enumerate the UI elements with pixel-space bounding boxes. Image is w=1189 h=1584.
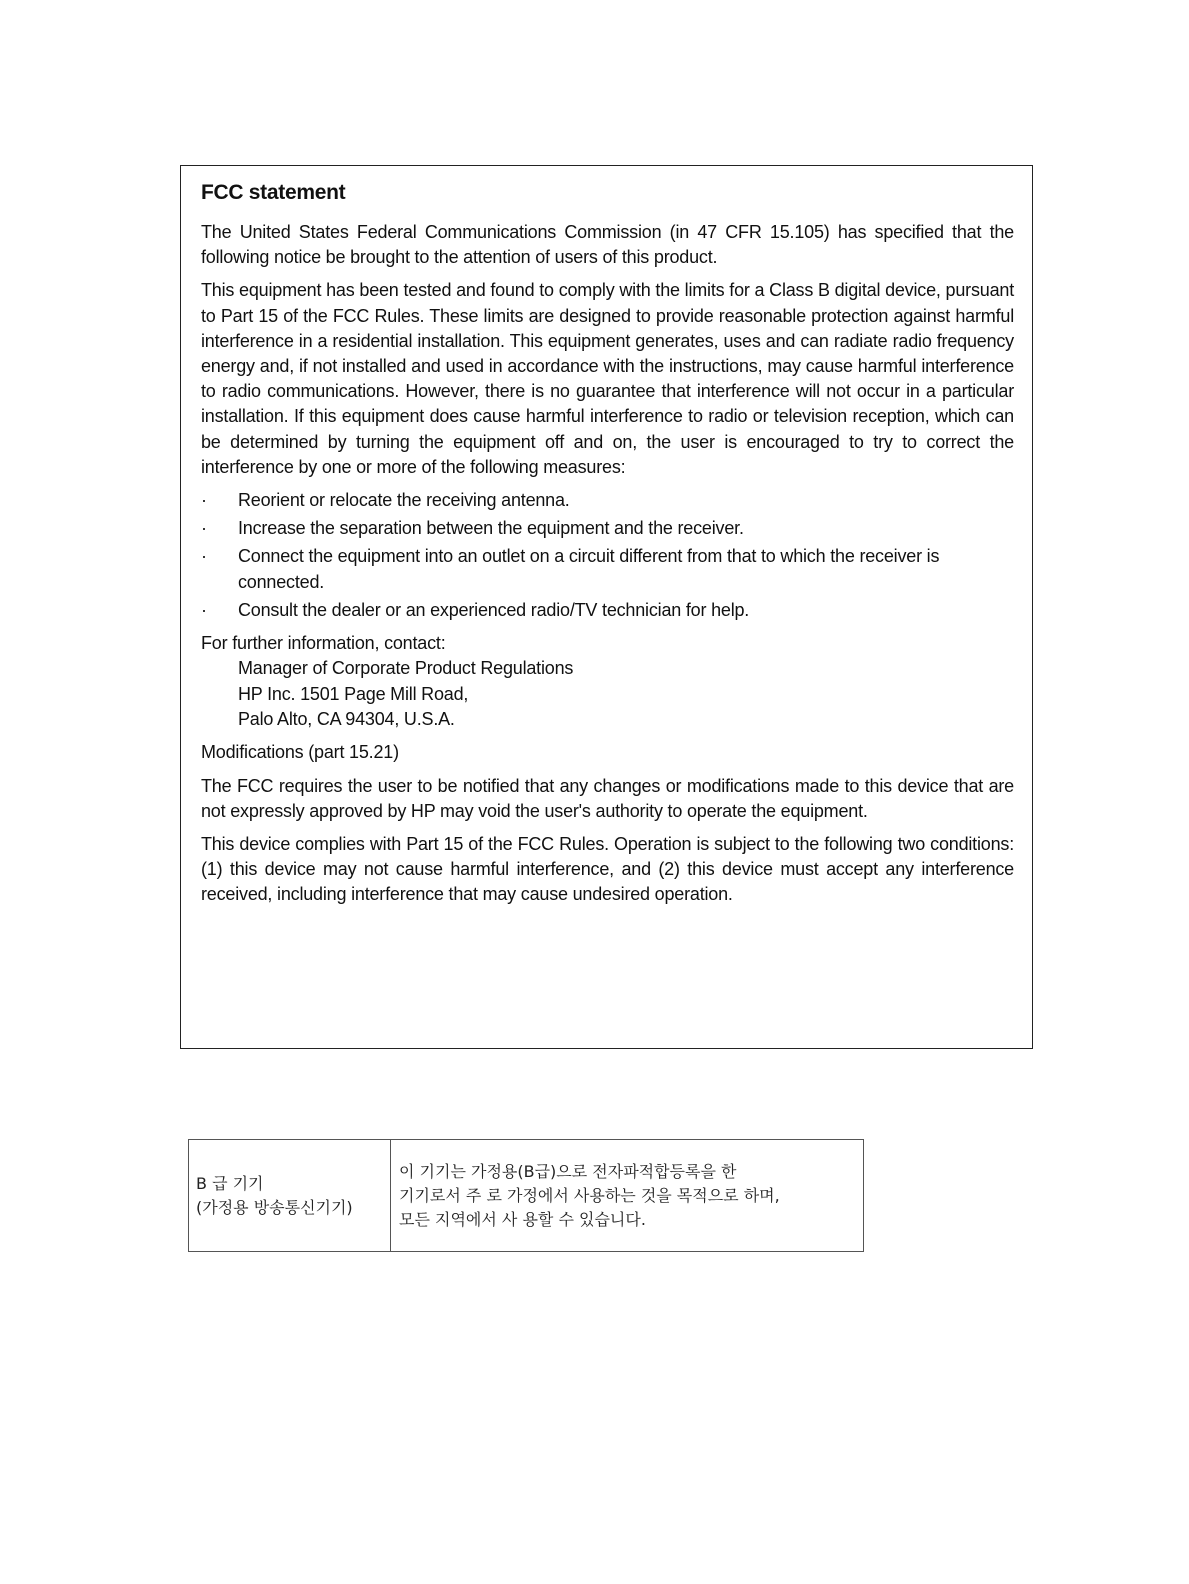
list-item (201, 516, 1014, 541)
device-class-line: B 급 기기 (196, 1173, 264, 1193)
modifications-paragraph: The FCC requires the user to be notified that any changes or modifications made to this device that are not expressly approved by HP may void the user's authority to operate the equipment. (201, 775, 1014, 821)
bullet-icon: · (201, 518, 207, 539)
table-cell-device-class (189, 1140, 391, 1252)
measure-text: Consult the dealer or an experienced radio/TV technician for help. (238, 599, 750, 620)
modifications-heading: Modifications (part 15.21) (201, 742, 399, 763)
table-cell-description (391, 1140, 864, 1252)
description-line: 이 기기는 가정용(B급)으로 전자파적합등록을 한 (399, 1161, 737, 1181)
table-row (189, 1140, 864, 1252)
measure-text: Reorient or relocate the receiving antenna. (238, 490, 570, 511)
measure-text: Increase the separation between the equipment and the receiver. (238, 518, 744, 539)
list-item (201, 488, 1014, 513)
measure-text: Connect the equipment into an outlet on a circuit different from that to which the receiver is connected. (238, 546, 940, 592)
list-item (201, 544, 1014, 594)
contact-line: Manager of Corporate Product Regulations (238, 658, 574, 679)
description-line: 모든 지역에서 사 용할 수 있습니다. (399, 1209, 646, 1229)
compliance-paragraph: This device complies with Part 15 of the FCC Rules. Operation is subject to the following two conditions: (1) this device may not cause harmful interference, and (2) this device must accept any interference received, including interference that may cause undesired operation. (201, 834, 1014, 905)
bullet-icon: · (201, 490, 207, 511)
fcc-title: FCC statement (201, 181, 346, 204)
contact-heading: For further information, contact: (201, 633, 446, 654)
description-line: 기기로서 주 로 가정에서 사용하는 것을 목적으로 하며, (399, 1185, 780, 1205)
contact-line: HP Inc. 1501 Page Mill Road, (238, 683, 469, 704)
contact-line: Palo Alto, CA 94304, U.S.A. (238, 709, 455, 730)
korean-class-b-table (188, 1139, 864, 1252)
device-class-line: (가정용 방송통신기기) (196, 1197, 353, 1217)
measures-list (201, 488, 1014, 623)
fcc-statement-box (180, 165, 1033, 1049)
contact-block (201, 631, 1014, 732)
list-item (201, 598, 1014, 623)
fcc-body-paragraph: This equipment has been tested and found to comply with the limits for a Class B digital device, pursuant to Part 15 of the FCC Rules. These limits are designed to provide reasonable protection against harmful interference in a residential installation. This equipment generates, uses and can radiate radio frequency energy and, if not installed and used in accordance with the instructions, may cause harmful interference to radio communications. However, there is no guarantee that interference will not occur in a particular installation. If this equipment does cause harmful interference to radio or television reception, which can be determined by turning the equipment off and on, the user is encouraged to try to correct the interference by one or more of the following measures: (201, 280, 1014, 477)
bullet-icon: · (201, 599, 207, 620)
fcc-intro-paragraph: The United States Federal Communications Commission (in 47 CFR 15.105) has specified that the following notice be brought to the attention of users of this product. (201, 222, 1014, 268)
bullet-icon: · (201, 546, 207, 567)
